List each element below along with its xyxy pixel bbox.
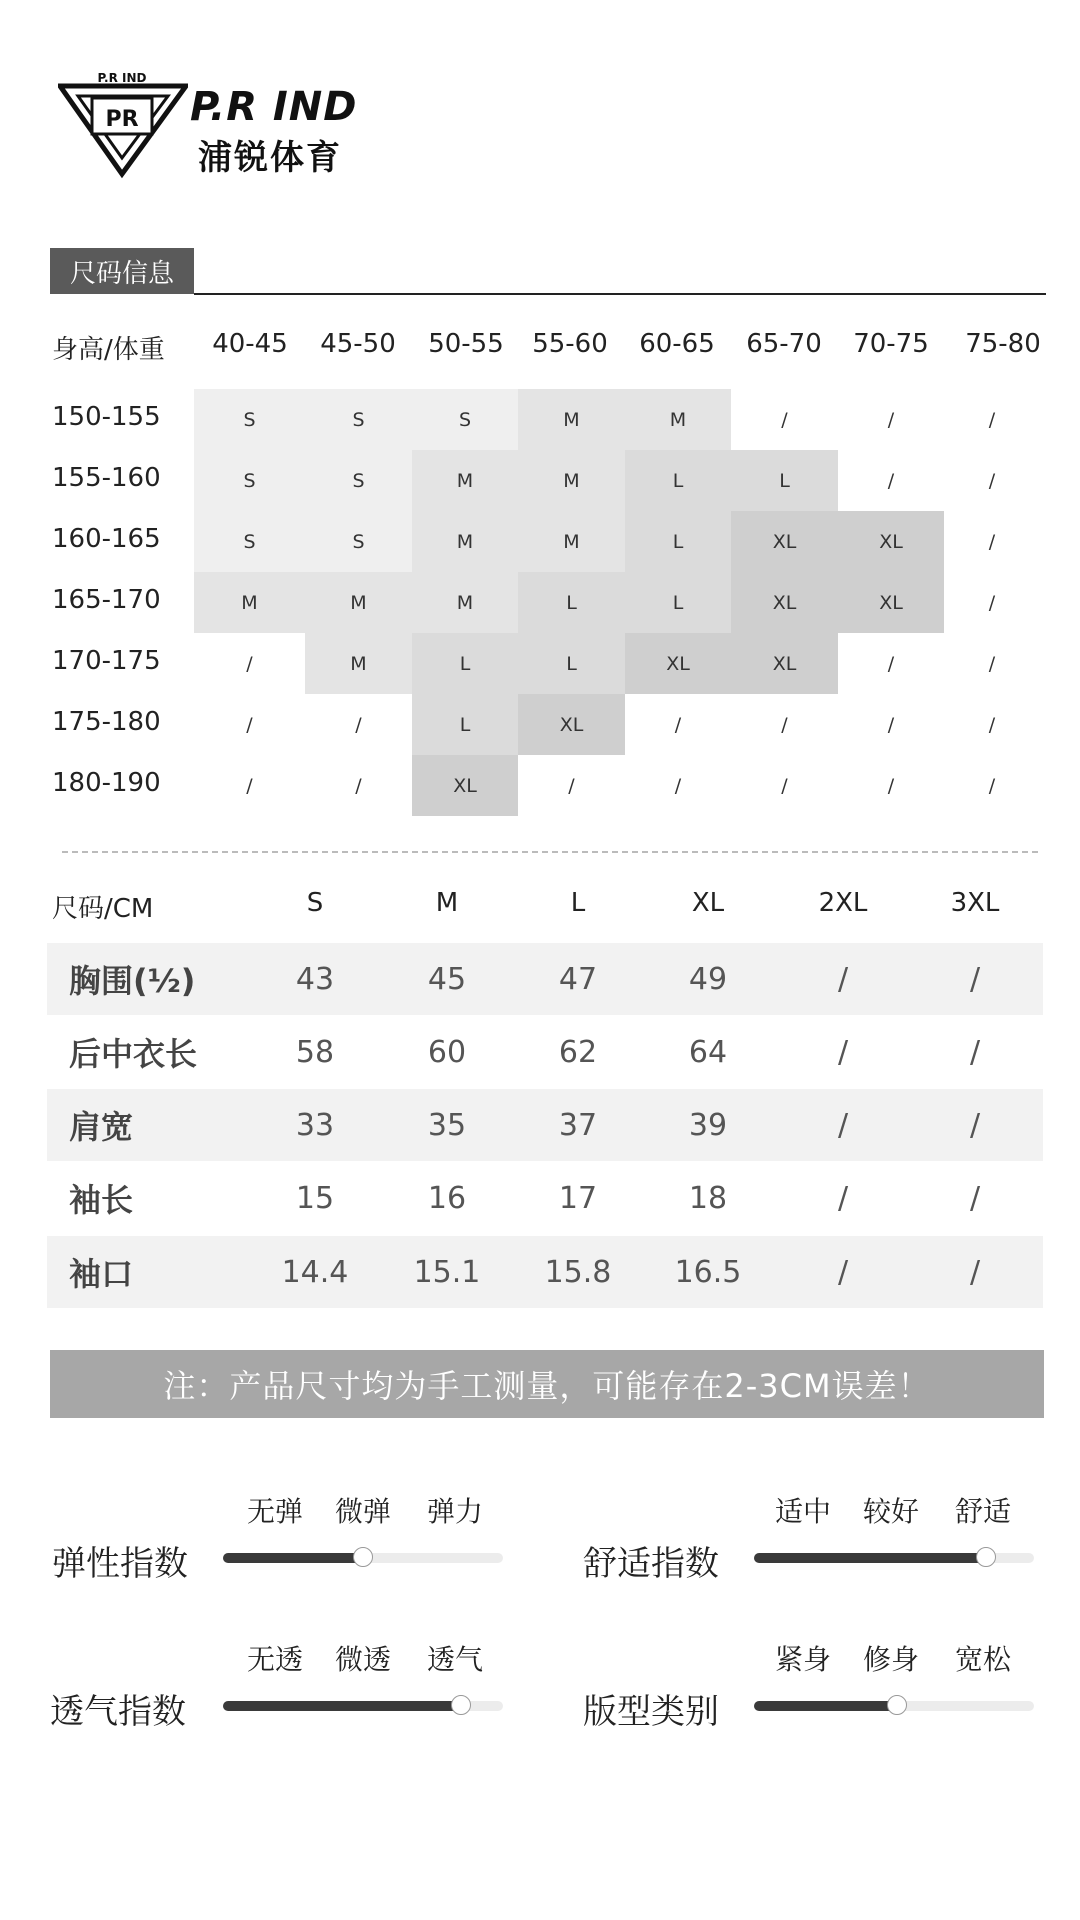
size-cell: / — [988, 469, 996, 492]
measurement-value: 62 — [558, 1034, 598, 1070]
size-cell: S — [412, 389, 518, 450]
size-cell: / — [674, 774, 682, 797]
size-cell: M — [518, 511, 625, 572]
measurement-value: 49 — [688, 961, 728, 997]
size-cell: L — [518, 633, 625, 694]
measurement-corner: 尺码/CM — [52, 894, 154, 924]
size-cell: L — [731, 450, 838, 511]
index-slider-knob — [451, 1695, 471, 1715]
size-cell: / — [355, 713, 362, 736]
size-cell: S — [194, 511, 305, 572]
height-label: 170-175 — [52, 646, 161, 676]
weight-header: 70-75 — [853, 329, 929, 359]
index-option: 修身 — [862, 1643, 919, 1676]
index-slider-track — [223, 1553, 503, 1563]
measurement-label: 肩宽 — [69, 1108, 134, 1146]
size-cell: / — [781, 713, 788, 736]
size-cell: M — [412, 450, 518, 511]
size-cell: XL — [731, 511, 838, 572]
weight-header: 75-80 — [965, 329, 1041, 359]
size-column-header: 2XL — [818, 888, 868, 918]
height-label: 160-165 — [52, 524, 161, 554]
size-cell: XL — [838, 572, 944, 633]
size-cell: XL — [518, 694, 625, 755]
measurement-value: / — [969, 1107, 981, 1143]
weight-header: 65-70 — [746, 329, 822, 359]
size-cell: S — [305, 511, 412, 572]
weight-header: 40-45 — [212, 329, 288, 359]
index-option: 无弹 — [246, 1495, 303, 1528]
index-slider-knob — [887, 1695, 907, 1715]
index-title: 舒适指数 — [583, 1544, 719, 1584]
measurement-value: 15.8 — [544, 1254, 612, 1290]
size-cell: / — [246, 652, 253, 675]
height-label: 180-190 — [52, 768, 161, 798]
measurement-row — [47, 943, 1043, 1015]
brand-badge-icon — [58, 70, 188, 180]
size-column-header: S — [306, 888, 324, 918]
index-option: 紧身 — [774, 1643, 831, 1676]
measurement-value: 35 — [427, 1107, 467, 1143]
index-slider-fill — [754, 1701, 897, 1711]
index-slider-fill — [223, 1553, 363, 1563]
size-cell: L — [625, 511, 731, 572]
index-option: 宽松 — [954, 1643, 1011, 1676]
size-cell: / — [355, 774, 362, 797]
brand-logo — [58, 70, 398, 180]
size-cell: / — [887, 713, 895, 736]
measurement-value: 16 — [427, 1180, 467, 1216]
size-column-header: XL — [691, 888, 725, 918]
measurement-value: 43 — [295, 961, 335, 997]
size-column-header: 3XL — [950, 888, 1000, 918]
size-cell: XL — [625, 633, 731, 694]
index-option: 舒适 — [954, 1495, 1011, 1528]
section-title: 尺码信息 — [50, 248, 194, 294]
size-cell: S — [305, 389, 412, 450]
size-cell: / — [674, 713, 682, 736]
size-cell: L — [518, 572, 625, 633]
measurement-row — [47, 1236, 1043, 1308]
size-cell: M — [305, 633, 412, 694]
size-cell: M — [518, 450, 625, 511]
measurement-label: 袖口 — [69, 1255, 134, 1293]
measurement-value: 14.4 — [281, 1254, 349, 1290]
index-title: 弹性指数 — [52, 1544, 188, 1584]
measurement-value: 16.5 — [674, 1254, 742, 1290]
measurement-value: / — [837, 961, 849, 997]
measurement-value: / — [969, 1180, 981, 1216]
measurement-value: 60 — [427, 1034, 467, 1070]
size-cell: M — [412, 511, 518, 572]
measurement-value: / — [969, 1254, 981, 1290]
index-slider-track — [223, 1701, 503, 1711]
size-cell: S — [194, 389, 305, 450]
size-cell: M — [305, 572, 412, 633]
measurement-note: 注：产品尺寸均为手工测量，可能存在2-3CM误差！ — [50, 1350, 1044, 1418]
size-cell: S — [194, 450, 305, 511]
measurement-value: 33 — [295, 1107, 335, 1143]
size-cell: XL — [412, 755, 518, 816]
size-cell: / — [988, 652, 996, 675]
index-title: 版型类别 — [583, 1692, 719, 1732]
size-cell: / — [988, 713, 996, 736]
size-cell: L — [412, 694, 518, 755]
measurement-value: 18 — [688, 1180, 728, 1216]
brand-name-cn: 浦锐体育 — [198, 138, 342, 178]
index-option: 微弹 — [334, 1495, 391, 1528]
height-label: 165-170 — [52, 585, 161, 615]
size-cell: M — [412, 572, 518, 633]
size-cell: / — [988, 530, 996, 553]
size-cell: XL — [838, 511, 944, 572]
index-option: 适中 — [774, 1495, 831, 1528]
measurement-value: 15.1 — [413, 1254, 481, 1290]
measurement-label: 后中衣长 — [69, 1035, 198, 1073]
weight-header: 60-65 — [639, 329, 715, 359]
index-option: 透气 — [426, 1643, 483, 1676]
measurement-row — [47, 1162, 1043, 1234]
size-cell: / — [887, 408, 895, 431]
measurement-value: 17 — [558, 1180, 598, 1216]
measurement-value: / — [837, 1107, 849, 1143]
dashed-divider — [62, 851, 1038, 853]
size-cell: / — [887, 652, 895, 675]
size-cell: L — [625, 450, 731, 511]
measurement-value: 15 — [295, 1180, 335, 1216]
badge-inner-text: PR — [105, 107, 139, 132]
size-cell: XL — [731, 633, 838, 694]
size-column-header: L — [570, 888, 586, 918]
brand-name-en: P.R IND — [190, 84, 358, 130]
index-option: 微透 — [334, 1643, 391, 1676]
size-cell: / — [887, 469, 895, 492]
height-label: 150-155 — [52, 402, 161, 432]
height-label: 175-180 — [52, 707, 161, 737]
measurement-value: / — [837, 1180, 849, 1216]
index-option: 无透 — [246, 1643, 303, 1676]
size-cell: L — [625, 572, 731, 633]
measurement-value: 45 — [427, 961, 467, 997]
size-cell: / — [781, 408, 788, 431]
size-cell: / — [568, 774, 575, 797]
measurement-value: / — [969, 1034, 981, 1070]
size-cell: S — [305, 450, 412, 511]
size-cell: / — [988, 408, 996, 431]
measurement-value: 39 — [688, 1107, 728, 1143]
index-slider-fill — [223, 1701, 461, 1711]
size-cell: L — [412, 633, 518, 694]
weight-header: 50-55 — [428, 329, 504, 359]
measurement-row — [47, 1089, 1043, 1161]
size-cell: M — [518, 389, 625, 450]
height-label: 155-160 — [52, 463, 161, 493]
size-cell: / — [988, 591, 996, 614]
measurement-label: 胸围(½) — [69, 962, 196, 1000]
size-cell: / — [887, 774, 895, 797]
section-divider — [194, 293, 1046, 295]
size-cell: / — [781, 774, 788, 797]
index-slider-fill — [754, 1553, 986, 1563]
weight-header: 55-60 — [532, 329, 608, 359]
size-cell: / — [246, 713, 253, 736]
badge-top-text: P.R IND — [97, 71, 147, 85]
size-cell: / — [246, 774, 253, 797]
measurement-value: 37 — [558, 1107, 598, 1143]
size-chart-corner: 身高/体重 — [52, 335, 165, 365]
index-option: 弹力 — [426, 1495, 483, 1528]
measurement-row — [47, 1016, 1043, 1088]
measurement-value: 47 — [558, 961, 598, 997]
index-slider-track — [754, 1553, 1034, 1563]
weight-header: 45-50 — [320, 329, 396, 359]
size-cell: M — [194, 572, 305, 633]
index-option: 较好 — [862, 1495, 919, 1528]
index-title: 透气指数 — [50, 1692, 186, 1732]
size-cell: / — [988, 774, 996, 797]
measurement-value: / — [969, 961, 981, 997]
size-cell: M — [625, 389, 731, 450]
measurement-label: 袖长 — [69, 1181, 134, 1219]
index-slider-knob — [353, 1547, 373, 1567]
measurement-value: 64 — [688, 1034, 728, 1070]
size-column-header: M — [435, 888, 459, 918]
measurement-value: / — [837, 1254, 849, 1290]
size-cell: XL — [731, 572, 838, 633]
measurement-value: 58 — [295, 1034, 335, 1070]
measurement-value: / — [837, 1034, 849, 1070]
index-slider-knob — [976, 1547, 996, 1567]
index-slider-track — [754, 1701, 1034, 1711]
